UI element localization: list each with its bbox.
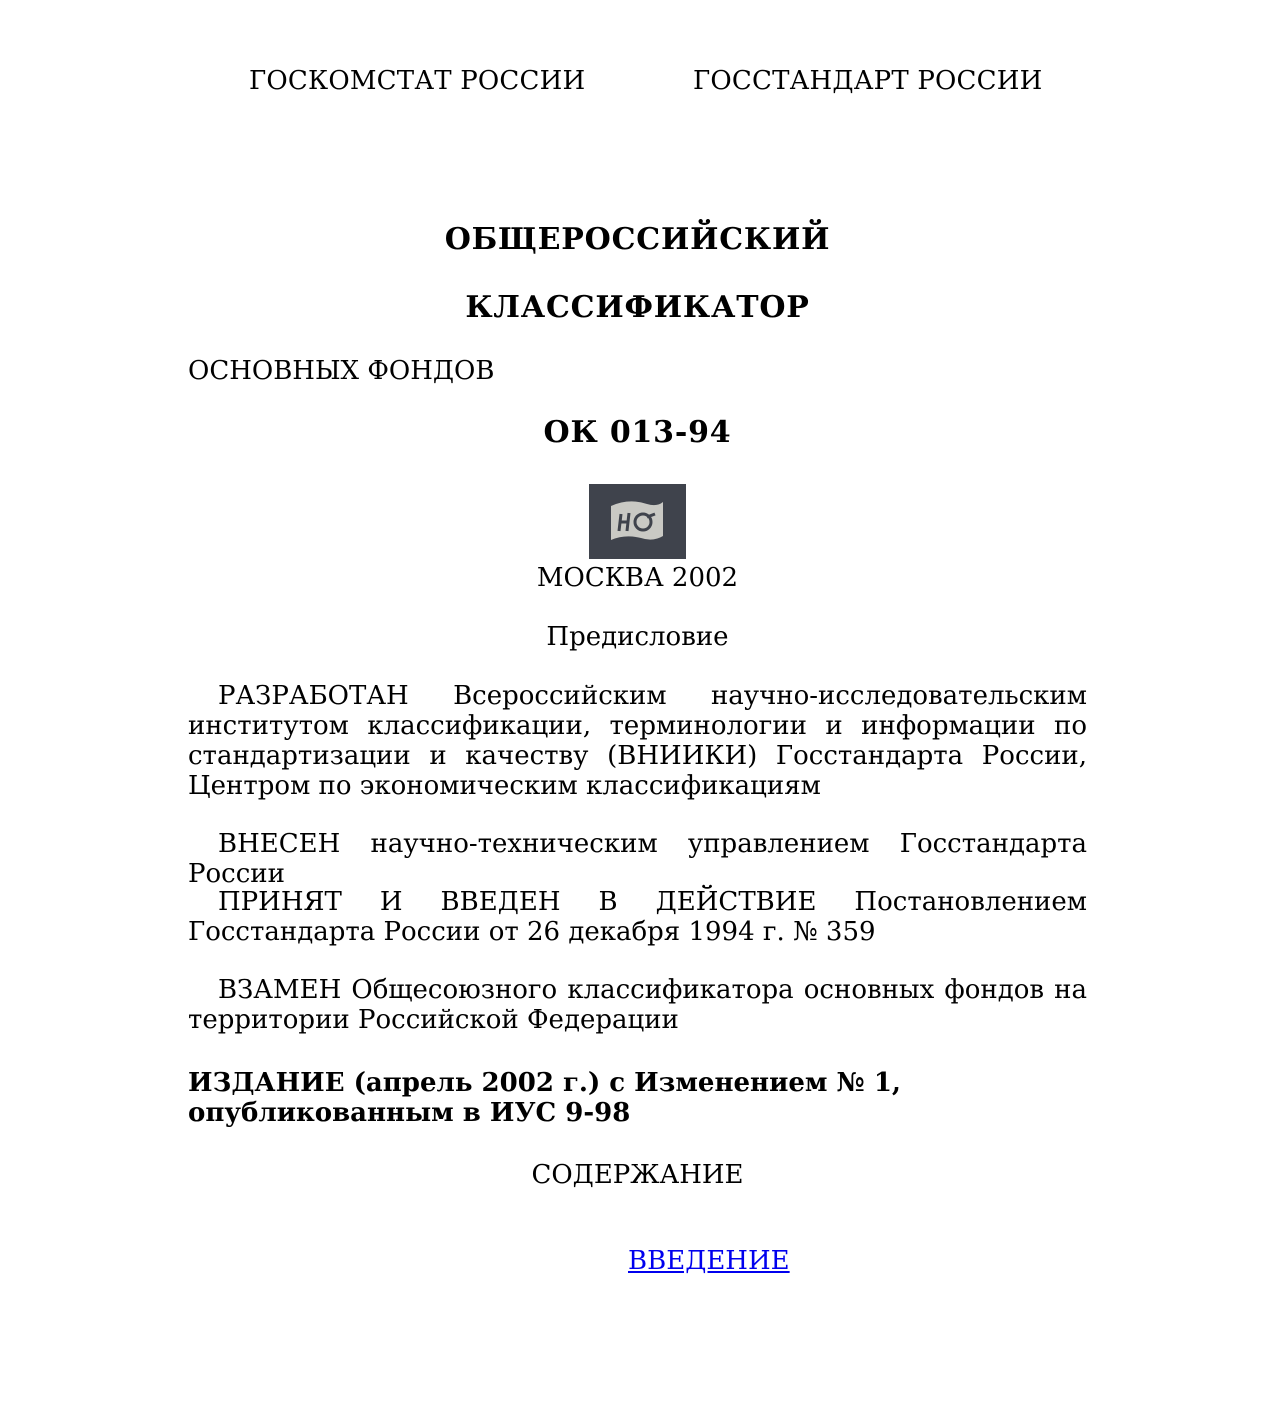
preface-heading: Предисловие: [546, 622, 729, 652]
publisher-logo-icon: [589, 484, 686, 559]
preface-paragraph-developed: РАЗРАБОТАН Всероссийским научно-исследовательским институтом классификации, терминологии и информации по стандартизации и качеству (ВНИИКИ) Госстандарта России, Центром по экономическим классификациям: [188, 681, 1087, 801]
header-agency-left: ГОСКОМСТАТ РОССИИ: [249, 66, 586, 96]
classifier-code: ОК 013-94: [543, 415, 732, 450]
header-agency-right: ГОССТАНДАРТ РОССИИ: [693, 66, 1043, 96]
title-line-2: КЛАССИФИКАТОР: [465, 290, 810, 325]
title-subtitle: ОСНОВНЫХ ФОНДОВ: [188, 356, 495, 386]
title-line-1: ОБЩЕРОССИЙСКИЙ: [444, 222, 831, 257]
city-year: МОСКВА 2002: [536, 563, 739, 593]
contents-link-introduction[interactable]: ВВЕДЕНИЕ: [628, 1246, 790, 1276]
contents-heading: СОДЕРЖАНИЕ: [531, 1160, 744, 1190]
preface-paragraph-replaces: ВЗАМЕН Общесоюзного классификатора основных фондов на территории Российской Федерации: [188, 975, 1087, 1035]
preface-paragraph-adopted: ПРИНЯТ И ВВЕДЕН В ДЕЙСТВИЕ Постановлением Госстандарта России от 26 декабря 1994 г. № 359: [188, 887, 1087, 947]
edition-note: ИЗДАНИЕ (апрель 2002 г.) с Изменением № 1, опубликованным в ИУС 9-98: [188, 1068, 901, 1128]
preface-paragraph-introduced: ВНЕСЕН научно-техническим управлением Госстандарта России: [188, 829, 1087, 889]
